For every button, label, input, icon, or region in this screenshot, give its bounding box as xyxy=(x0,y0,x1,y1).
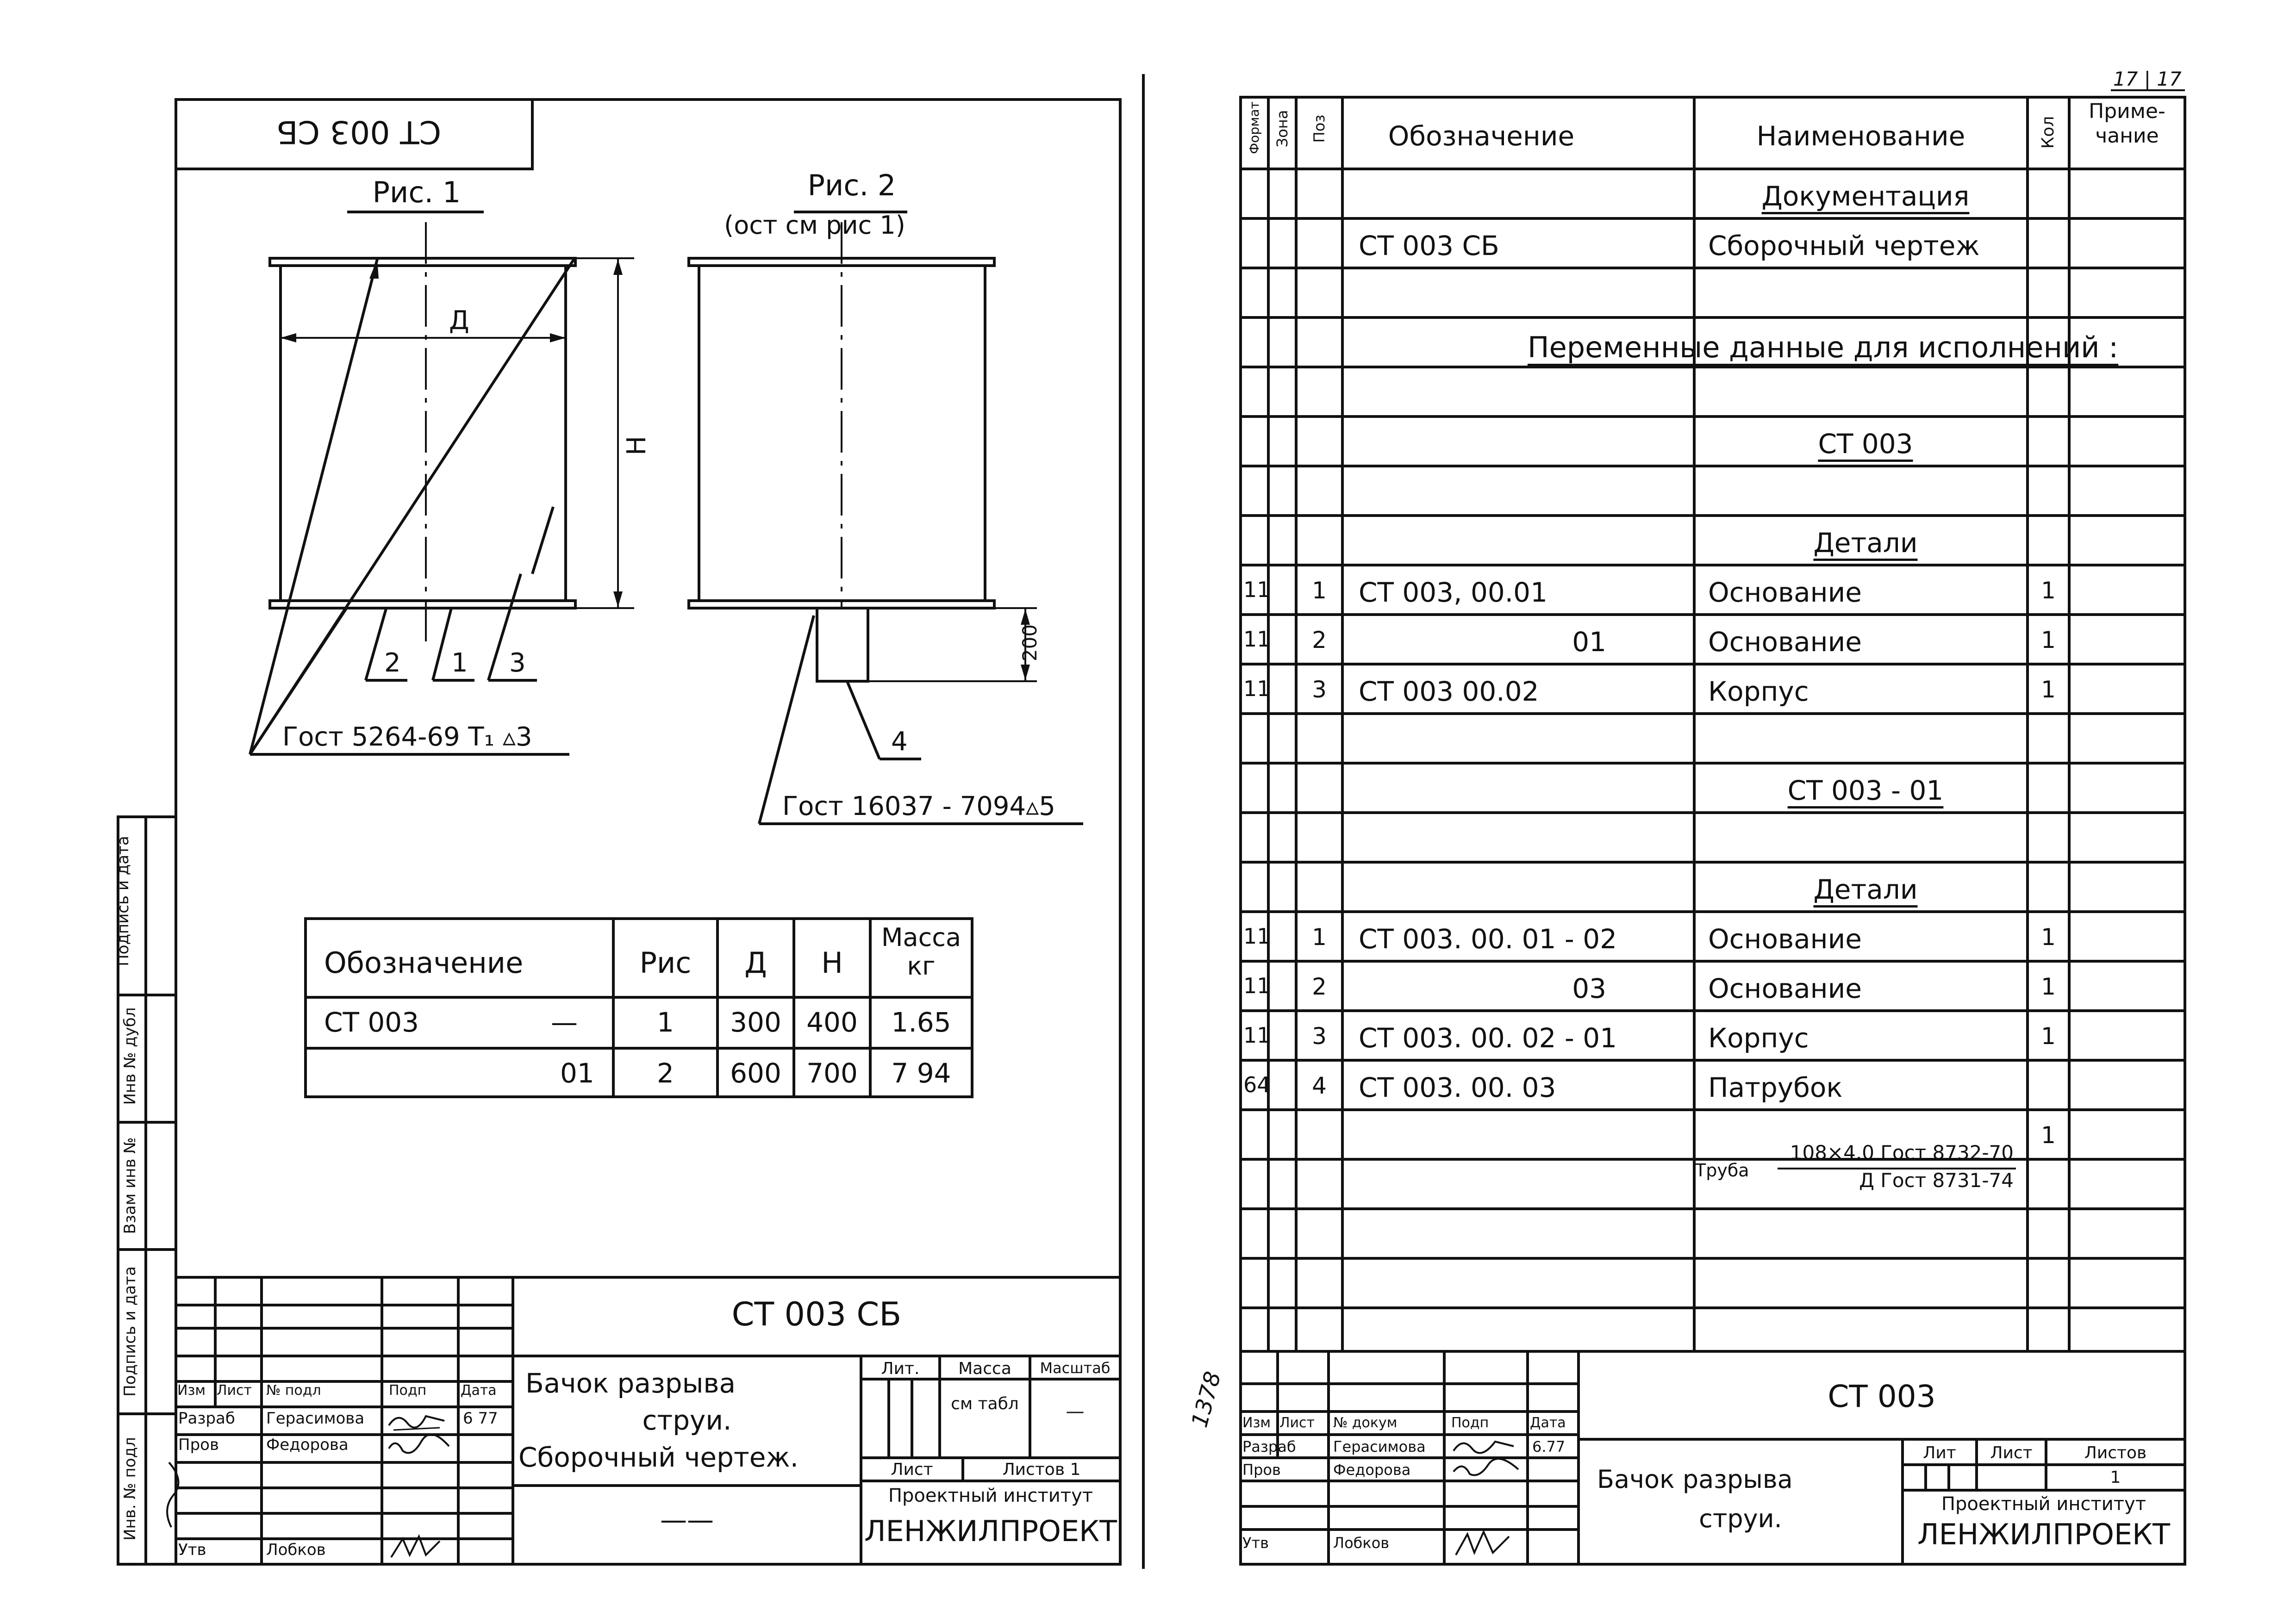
left-frame xyxy=(176,99,1120,1564)
title-block-dash: —— xyxy=(660,1504,714,1536)
spec-cell-designation: СТ 003. 00. 03 xyxy=(1359,1072,1556,1103)
side-label-original-inv: Инв. № подл xyxy=(121,1437,139,1541)
dimension-h-label: Н xyxy=(622,435,652,456)
role-developer: Разраб xyxy=(178,1409,235,1428)
spec-cell-quantity: 1 xyxy=(2041,577,2056,604)
label-letter: Лит xyxy=(1923,1443,1956,1462)
spec-cell-quantity: 1 xyxy=(2041,924,2056,951)
spec-cell-quantity: 1 xyxy=(2041,1023,2056,1050)
date-developer: 6 77 xyxy=(463,1409,498,1428)
signature-approver xyxy=(1449,1527,1523,1562)
table-cell-variant: 01 xyxy=(560,1057,594,1089)
label-sheets: Листов 1 xyxy=(1002,1460,1081,1479)
role-checker: Пров xyxy=(178,1436,219,1454)
side-label-replacement-inv: Взам инв № xyxy=(121,1137,139,1234)
table-header-figure: Рис xyxy=(639,946,692,980)
table-header-designation: Обозначение xyxy=(324,946,524,980)
role-approver: Утв xyxy=(1242,1534,1269,1552)
spec-cell-position: 2 xyxy=(1312,627,1327,653)
gost-weld-note-2: Гост 16037 - 7094▵5 xyxy=(782,791,1055,821)
header-quantity: Кол xyxy=(2039,116,2058,149)
spec-cell-position: 1 xyxy=(1312,924,1327,951)
spec-cell-position: 2 xyxy=(1312,973,1327,1000)
gost-weld-note-1: Гост 5264-69 Т₁ ▵3 xyxy=(282,722,532,752)
title-block-name-line1: Бачок разрыва xyxy=(525,1368,736,1399)
col-header-date: Дата xyxy=(461,1382,497,1399)
signature-developer xyxy=(384,1407,454,1435)
side-mark: 1378 xyxy=(1186,1368,1226,1430)
label-sheet: Лист xyxy=(891,1460,933,1479)
person-developer: Герасимова xyxy=(1333,1438,1426,1455)
label-mass: Масса xyxy=(958,1359,1011,1378)
date-developer: 6.77 xyxy=(1532,1438,1566,1455)
person-checker: Федорова xyxy=(266,1436,349,1454)
col-header-signature: Подп xyxy=(389,1382,427,1399)
spec-cell-designation: СТ 003. 00. 02 - 01 xyxy=(1359,1022,1617,1054)
table-cell-h: 700 xyxy=(806,1057,858,1089)
title-block-name-line1: Бачок разрыва xyxy=(1597,1465,1793,1494)
spec-cell-designation: 01 xyxy=(1572,626,1606,658)
spec-cell-name: Основание xyxy=(1708,577,1862,608)
signature-inventory xyxy=(153,1453,190,1532)
person-approver: Лобков xyxy=(1333,1534,1390,1552)
header-zone: Зона xyxy=(1273,110,1291,148)
title-block-name-line2: струи. xyxy=(1699,1504,1782,1533)
pipe-spec-bottom: Д Гост 8731-74 xyxy=(1859,1169,2014,1192)
title-block-code: СТ 003 xyxy=(1828,1379,1936,1414)
col-header-doc-no: № подл xyxy=(266,1382,321,1399)
value-mass: см табл xyxy=(951,1394,1019,1413)
fig1-title: Рис. 1 xyxy=(372,175,461,209)
table-cell-figure: 2 xyxy=(657,1057,674,1089)
spec-cell-format: 11 xyxy=(1243,627,1271,652)
signature-approver xyxy=(384,1532,454,1564)
label-sheets: Листов xyxy=(2084,1443,2147,1462)
spec-cell-format: 11 xyxy=(1243,676,1271,701)
institute-label: Проектный институт xyxy=(1941,1493,2146,1515)
title-block-name-line3: Сборочный чертеж. xyxy=(518,1442,799,1473)
spec-cell-name: Корпус xyxy=(1708,1022,1809,1054)
spec-cell-format: 64 xyxy=(1243,1072,1271,1097)
spec-cell-designation: СТ 003. 00. 01 - 02 xyxy=(1359,923,1617,955)
spec-cell-quantity: 1 xyxy=(2041,1122,2056,1149)
label-letter: Лит. xyxy=(881,1359,920,1378)
role-developer: Разраб xyxy=(1242,1438,1296,1455)
spec-cell-section-heading: СТ 003 - 01 xyxy=(1787,775,1944,806)
spec-cell-name: Патрубок xyxy=(1708,1072,1843,1103)
side-label-signature-date: Подпись и дата xyxy=(121,1266,139,1397)
signature-checker xyxy=(384,1435,454,1462)
fig2-title: Рис. 2 xyxy=(807,168,896,202)
spec-cell-name: Основание xyxy=(1708,973,1862,1004)
table-cell-figure: 1 xyxy=(657,1007,674,1038)
spec-cell-designation: СТ 003 СБ xyxy=(1359,230,1499,261)
col-header-date: Дата xyxy=(1530,1415,1566,1431)
spec-cell-format: 11 xyxy=(1243,973,1271,998)
pipe-prefix: Труба xyxy=(1695,1160,1749,1181)
page-number: 17 | 17 xyxy=(2113,68,2182,90)
spec-cell-quantity: 1 xyxy=(2041,627,2056,653)
table-header-d: Д xyxy=(744,946,767,980)
spec-cell-section-heading: СТ 003 xyxy=(1818,428,1913,460)
side-label-duplicate-inv: Инв № дубл xyxy=(121,1007,139,1105)
header-note: Приме-чание xyxy=(2089,99,2165,148)
table-cell-mass: 1.65 xyxy=(891,1007,951,1038)
table-header-h: Н xyxy=(821,946,843,980)
col-header-doc-no: № докум xyxy=(1333,1415,1398,1431)
fig2-note: (ост см рис 1) xyxy=(724,211,905,240)
signature-developer xyxy=(1449,1435,1523,1460)
title-block-name-line2: струи. xyxy=(642,1405,732,1436)
spec-cell-quantity: 1 xyxy=(2041,973,2056,1000)
spec-cell-position: 3 xyxy=(1312,1023,1327,1050)
person-developer: Герасимова xyxy=(266,1409,365,1428)
header-name: Наименование xyxy=(1756,120,1965,152)
callout-2: 2 xyxy=(384,648,401,678)
spec-cell-name: Сборочный чертеж xyxy=(1708,230,1980,261)
callout-3: 3 xyxy=(509,648,526,678)
spec-cell-format: 11 xyxy=(1243,1023,1271,1048)
label-scale: Масштаб xyxy=(1040,1359,1111,1377)
col-header-change: Изм xyxy=(177,1382,206,1399)
table-cell-h: 400 xyxy=(806,1007,858,1038)
person-approver: Лобков xyxy=(266,1541,326,1559)
signature-checker xyxy=(1449,1458,1523,1483)
table-cell-d: 300 xyxy=(730,1007,781,1038)
organization-name: ЛЕНЖИЛПРОЕКТ xyxy=(1917,1517,2171,1551)
role-checker: Пров xyxy=(1242,1461,1281,1479)
spec-cell-name: Основание xyxy=(1708,626,1862,658)
table-cell-designation: СТ 003 xyxy=(324,1007,419,1038)
callout-1: 1 xyxy=(451,648,468,678)
table-cell-variant: — xyxy=(551,1007,578,1038)
callout-4: 4 xyxy=(891,727,908,757)
header-format: Формат xyxy=(1247,101,1262,154)
spec-cell-designation: СТ 003, 00.01 xyxy=(1359,577,1547,608)
dimension-200-label: 200 xyxy=(1018,624,1042,662)
spec-cell-quantity: 1 xyxy=(2041,676,2056,703)
header-position: Поз xyxy=(1310,114,1328,143)
spec-cell-section-heading: Детали xyxy=(1813,527,1918,559)
spec-cell-name: Корпус xyxy=(1708,676,1809,707)
spec-cell-designation: СТ 003 00.02 xyxy=(1359,676,1539,707)
label-sheet: Лист xyxy=(1990,1443,2033,1462)
spec-cell-position: 4 xyxy=(1312,1072,1327,1099)
col-header-signature: Подп xyxy=(1451,1415,1489,1431)
spec-cell-designation: 03 xyxy=(1572,973,1606,1004)
spec-cell-position: 3 xyxy=(1312,676,1327,703)
spec-cell-name: Основание xyxy=(1708,923,1862,955)
col-header-sheet: Лист xyxy=(217,1382,252,1399)
table-cell-mass: 7 94 xyxy=(891,1057,951,1089)
organization-name: ЛЕНЖИЛПРОЕКТ xyxy=(864,1514,1117,1548)
side-label-signature-date-top: Подпись и дата xyxy=(114,836,132,966)
header-designation: Обозначение xyxy=(1388,120,1575,152)
spec-cell-section-heading: Документация xyxy=(1761,180,1970,212)
title-block-code: СТ 003 СБ xyxy=(731,1295,902,1333)
variable-data-heading: Переменные данные для исполнений : xyxy=(1528,330,2119,364)
role-approver: Утв xyxy=(178,1541,206,1559)
col-header-change: Изм xyxy=(1242,1415,1271,1431)
person-checker: Федорова xyxy=(1333,1461,1411,1479)
pipe-spec-top: 108×4.0 Гост 8732-70 xyxy=(1790,1141,2014,1164)
spec-cell-section-heading: Детали xyxy=(1813,874,1918,905)
value-scale: — xyxy=(1066,1401,1085,1422)
col-header-sheet: Лист xyxy=(1279,1415,1315,1431)
value-sheets: 1 xyxy=(2110,1468,2121,1487)
stamp-code: СТ 003 СБ xyxy=(276,113,442,150)
spec-cell-position: 1 xyxy=(1312,577,1327,604)
spec-cell-format: 11 xyxy=(1243,577,1271,602)
spec-cell-format: 11 xyxy=(1243,924,1271,949)
table-cell-d: 600 xyxy=(730,1057,781,1089)
table-header-mass: Масса кг xyxy=(881,923,961,981)
dimension-d-label: Д xyxy=(449,305,469,336)
institute-label: Проектный институт xyxy=(888,1485,1093,1506)
